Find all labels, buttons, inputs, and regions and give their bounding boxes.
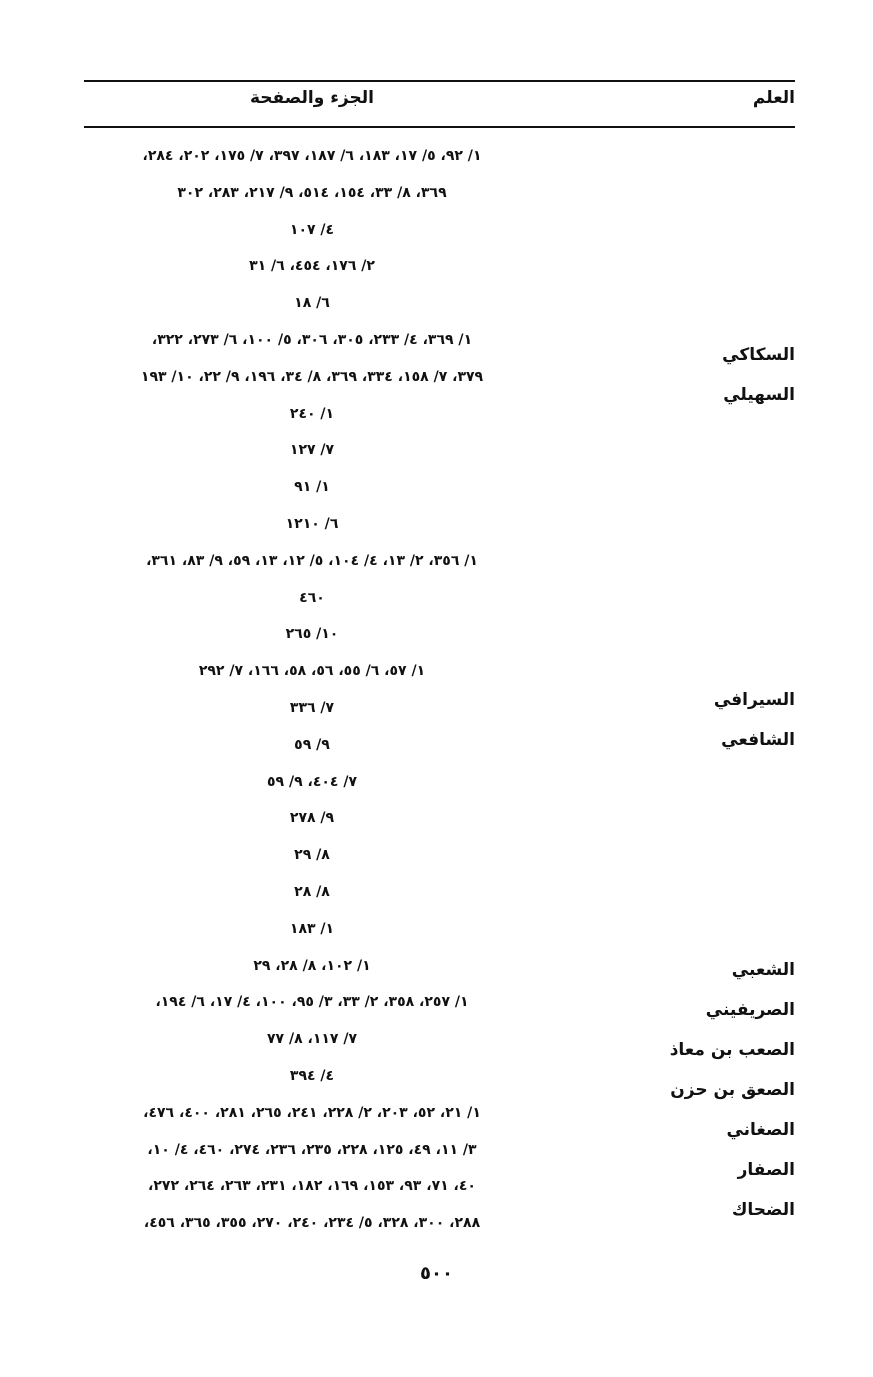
person-name: الصعب بن معاذ [669, 1040, 795, 1060]
person-name: الصفار [737, 1160, 795, 1180]
person-name: الضحاك [731, 1200, 795, 1220]
reference-line: ٤٦٠ [299, 589, 325, 606]
reference-line: ١/ ٩٢، ٥/ ١٧، ١٨٣، ٦/ ١٨٧، ٣٩٧، ٧/ ١٧٥، ٢٠٢، ٢٨٤، [142, 148, 482, 164]
person-name: الصريفيني [705, 1000, 795, 1020]
reference-line: ٣٧٩، ٧/ ١٥٨، ٣٣٤، ٣٦٩، ٨/ ٣٤، ١٩٦، ٩/ ٢٢، ١٠/ ١٩٣ [140, 368, 484, 385]
reference-line: ٩/ ٥٩ [294, 736, 330, 753]
reference-line: ١/ ٣٥٦، ٢/ ١٣، ٤/ ١٠٤، ٥/ ١٢، ١٣، ٥٩، ٩/ ٨٣، ٣٦١، [146, 552, 478, 569]
reference-line: ٢٨٨، ٣٠٠، ٣٢٨، ٥/ ٢٣٤، ٢٤٠، ٢٧٠، ٣٥٥، ٣٦٥، ٤٥٦، [143, 1215, 481, 1232]
reference-line: ٨/ ٢٩ [294, 847, 330, 864]
reference-line: ١/ ٢١، ٥٢، ٢٠٣، ٢/ ٢٢٨، ٢٤١، ٢٦٥، ٢٨١، ٤٠٠، ٤٧٦، [143, 1104, 481, 1121]
reference-line: ١/ ٣٦٩، ٤/ ٢٣٣، ٣٠٥، ٣٠٦، ٥/ ١٠٠، ٦/ ٢٧٣، ٣٢٢، [151, 331, 473, 348]
reference-line: ١٠/ ٢٦٥ [285, 626, 339, 643]
header-bottom-rule [84, 126, 795, 128]
reference-line: ١/ ٢٤٠ [289, 405, 335, 422]
header-top-rule [84, 80, 795, 82]
reference-line: ٩/ ٢٧٨ [289, 810, 335, 827]
person-name: الشافعي [721, 730, 795, 750]
reference-line: ١/ ٢٥٧، ٣٥٨، ٢/ ٣٣، ٣/ ٩٥، ١٠٠، ٤/ ١٧، ٦/ ١٩٤، [155, 994, 469, 1011]
person-name: السيرافي [713, 690, 795, 710]
reference-line: ٧/ ١٢٧ [289, 442, 335, 459]
person-name: الصعق بن حزن [670, 1080, 795, 1100]
reference-line: ١/ ١٨٣ [289, 920, 335, 937]
person-name: السهيلي [723, 385, 795, 405]
reference-line: ٧/ ٣٣٦ [289, 699, 335, 716]
reference-line: ١/ ١٠٢، ٨/ ٢٨، ٢٩ [253, 957, 371, 974]
column-header-reference: الجزء والصفحة [250, 88, 374, 108]
column-header-name: العلم [752, 88, 795, 108]
reference-line: ٣/ ١١، ٤٩، ١٢٥، ٢٢٨، ٢٣٥، ٢٣٦، ٢٧٤، ٤٦٠، ٤/ ١٠، [147, 1141, 477, 1158]
reference-line: ١/ ٥٧، ٦/ ٥٥، ٥٦، ٥٨، ١٦٦، ٧/ ٢٩٢ [198, 663, 426, 680]
reference-line: ٦/ ١٨ [294, 295, 330, 312]
person-name: السكاكي [722, 345, 795, 365]
reference-line: ١/ ٩١ [294, 479, 330, 496]
reference-line: ٤/ ١٠٧ [289, 221, 335, 238]
reference-line: ٨/ ٢٨ [294, 883, 330, 900]
reference-line: ٦/ ١٢١٠ [285, 515, 339, 532]
references-column [84, 138, 540, 1242]
reference-line: ٧/ ٤٠٤، ٩/ ٥٩ [266, 773, 358, 790]
page-number: ٥٠٠ [420, 1263, 453, 1284]
reference-line: ٤/ ٣٩٤ [289, 1067, 335, 1084]
reference-line: ٢/ ١٧٦، ٤٥٤، ٦/ ٣١ [249, 258, 375, 275]
reference-line: ٣٦٩، ٨/ ٣٣، ١٥٤، ٥١٤، ٩/ ٢١٧، ٢٨٣، ٣٠٢ [177, 184, 447, 201]
person-name: الشعبي [731, 960, 795, 980]
reference-line: ٤٠، ٧١، ٩٣، ١٥٣، ١٦٩، ١٨٢، ٢٣١، ٢٦٣، ٢٦٤، ٢٧٢، [148, 1178, 476, 1195]
person-name: الصغاني [726, 1120, 795, 1140]
reference-line: ٧/ ١١٧، ٨/ ٧٧ [266, 1031, 358, 1048]
